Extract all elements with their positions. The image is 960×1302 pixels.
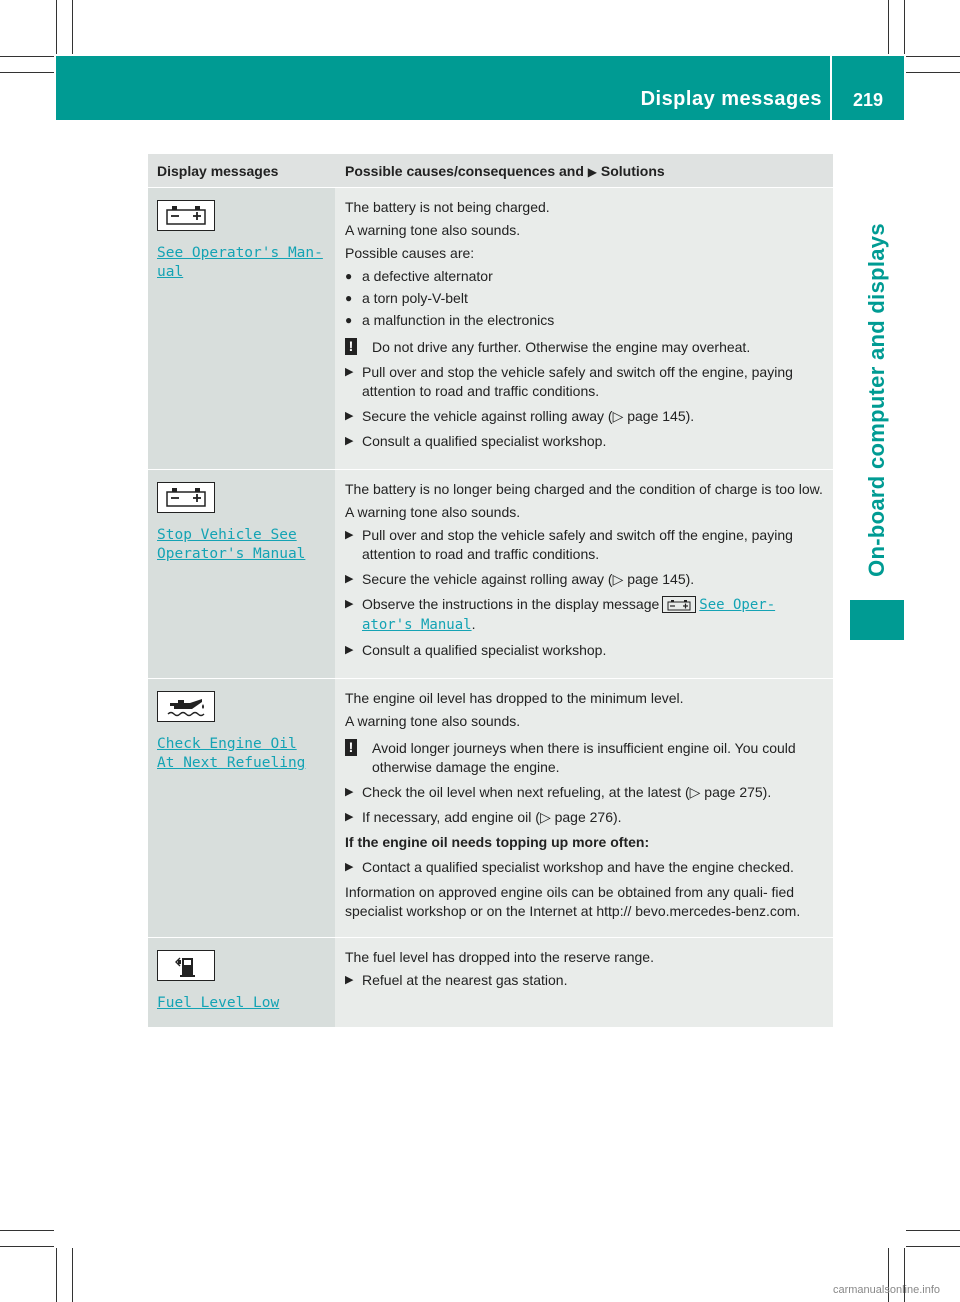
instruction-step [345, 570, 823, 589]
message-cell [148, 470, 335, 679]
display-message-text: Stop Vehicle See [157, 527, 297, 543]
triangle-icon: ▶ [345, 861, 354, 873]
fuel-pump-icon [157, 950, 215, 981]
crop-mark [888, 0, 889, 54]
crop-mark [906, 1246, 960, 1247]
solution-cell [335, 938, 833, 1028]
list-item [345, 311, 823, 330]
triangle-icon: ▶ [345, 366, 354, 378]
page-title: Display messages [640, 88, 822, 110]
column-header-solutions [335, 154, 833, 188]
list-item [345, 289, 823, 308]
display-message-ref: ator's Manual [362, 617, 472, 633]
triangle-icon: ▶ [345, 435, 354, 447]
instruction-step [345, 526, 823, 564]
warning-icon: ! [345, 739, 357, 756]
description-text: The engine oil level has dropped to the minimum level. [345, 690, 684, 706]
instruction-step [345, 971, 823, 990]
triangle-icon: ▶ [345, 974, 354, 986]
step-text: Contact a qualified specialist workshop and have the engine checked. [362, 859, 794, 875]
step-text: If necessary, add engine oil (▷ page 276). [362, 809, 622, 825]
triangle-icon: ▶ [587, 165, 598, 179]
bullet-icon: ● [345, 269, 353, 283]
crop-mark [0, 72, 54, 73]
battery-icon [662, 596, 696, 613]
description-text: The fuel level has dropped into the reserve range. [345, 949, 654, 965]
step-text: Secure the vehicle against rolling away (▷ page 145). [362, 408, 695, 424]
warning-note [345, 338, 823, 357]
message-cell [148, 938, 335, 1028]
description-text: Possible causes are: [345, 245, 475, 261]
step-text: Pull over and stop the vehicle safely and switch off the engine, paying attention to road and traffic conditions. [362, 527, 793, 562]
message-cell [148, 188, 335, 470]
display-message-text: ual [157, 264, 184, 280]
display-message-text: Fuel Level Low [157, 995, 280, 1011]
battery-icon [157, 482, 215, 513]
instruction-step [345, 858, 823, 877]
triangle-icon: ▶ [345, 598, 354, 610]
bullet-icon: ● [345, 313, 353, 327]
column-header-display-messages: Display messages [148, 154, 335, 188]
instruction-step [345, 808, 823, 827]
warning-text: Do not drive any further. Otherwise the engine may overheat. [372, 339, 751, 355]
crop-mark [72, 1248, 73, 1302]
display-message-text: Check Engine Oil [157, 736, 297, 752]
triangle-icon: ▶ [345, 529, 354, 541]
section-tab-marker [850, 600, 904, 640]
display-messages-table [148, 154, 833, 1027]
display-message-ref: See Oper‐ [699, 597, 776, 613]
crop-mark [56, 0, 57, 54]
display-message-text: At Next Refueling [157, 755, 306, 771]
step-text: Consult a qualified specialist workshop. [362, 642, 607, 658]
table-row [148, 470, 833, 679]
step-text: Refuel at the nearest gas station. [362, 972, 568, 988]
description-text: The battery is no longer being charged and the condition of charge is too low. [345, 481, 823, 497]
description-text: A warning tone also sounds. [345, 222, 521, 238]
bullet-icon: ● [345, 291, 353, 305]
triangle-icon: ▶ [345, 573, 354, 585]
oil-can-icon [157, 691, 215, 722]
section-tab-label: On-board computer and displays [864, 223, 889, 577]
table-header-row [148, 154, 833, 188]
triangle-icon: ▶ [345, 644, 354, 656]
crop-mark [0, 1246, 54, 1247]
battery-icon [157, 200, 215, 231]
crop-mark [906, 56, 960, 57]
header-text-causes: Possible causes/consequences and [345, 163, 584, 179]
display-message-text: See Operator's Man‐ [157, 245, 323, 261]
crop-mark [904, 0, 905, 54]
page-number: 219 [852, 90, 884, 110]
solution-cell [335, 188, 833, 470]
header-divider [830, 56, 832, 120]
crop-mark [72, 0, 73, 54]
step-text: Consult a qualified specialist workshop. [362, 433, 607, 449]
solution-cell [335, 679, 833, 938]
solution-cell [335, 470, 833, 679]
triangle-icon: ▶ [345, 410, 354, 422]
warning-text: Avoid longer journeys when there is insufficient engine oil. You could otherwise damage the engine. [372, 740, 796, 775]
message-cell [148, 679, 335, 938]
crop-mark [0, 56, 54, 57]
instruction-step [345, 595, 823, 635]
crop-mark [56, 1248, 57, 1302]
table-row [148, 188, 833, 470]
list-item-text: a malfunction in the electronics [362, 312, 555, 328]
warning-note [345, 739, 823, 777]
instruction-step [345, 363, 823, 401]
list-item-text: a defective alternator [362, 268, 493, 284]
instruction-step [345, 783, 823, 802]
step-text: Observe the instructions in the display message [362, 596, 660, 612]
warning-icon: ! [345, 338, 357, 355]
triangle-icon: ▶ [345, 786, 354, 798]
bold-subheading: If the engine oil needs topping up more often: [345, 834, 650, 850]
step-text: Check the oil level when next refueling, at the latest (▷ page 275). [362, 784, 772, 800]
table-row [148, 938, 833, 1028]
crop-mark [0, 1230, 54, 1231]
instruction-step [345, 432, 823, 451]
step-text: Pull over and stop the vehicle safely and switch off the engine, paying attention to road and traffic conditions. [362, 364, 793, 399]
step-text: Secure the vehicle against rolling away (▷ page 145). [362, 571, 695, 587]
description-text: A warning tone also sounds. [345, 504, 521, 520]
step-text: . [471, 616, 476, 632]
crop-mark [906, 1230, 960, 1231]
triangle-icon: ▶ [345, 811, 354, 823]
list-item [345, 267, 823, 286]
description-text: The battery is not being charged. [345, 199, 550, 215]
list-item-text: a torn poly-V-belt [362, 290, 468, 306]
crop-mark [906, 72, 960, 73]
description-text: Information on approved engine oils can be obtained from any quali- fied specialist workshop or on the Internet at http:// bevo.mercedes-benz.com. [345, 884, 801, 919]
watermark: carmanualsonline.info [832, 1284, 940, 1296]
instruction-step [345, 407, 823, 426]
display-message-text: Operator's Manual [157, 546, 306, 562]
header-text-solutions: Solutions [600, 163, 665, 179]
description-text: A warning tone also sounds. [345, 713, 521, 729]
table-row [148, 679, 833, 938]
instruction-step [345, 641, 823, 660]
